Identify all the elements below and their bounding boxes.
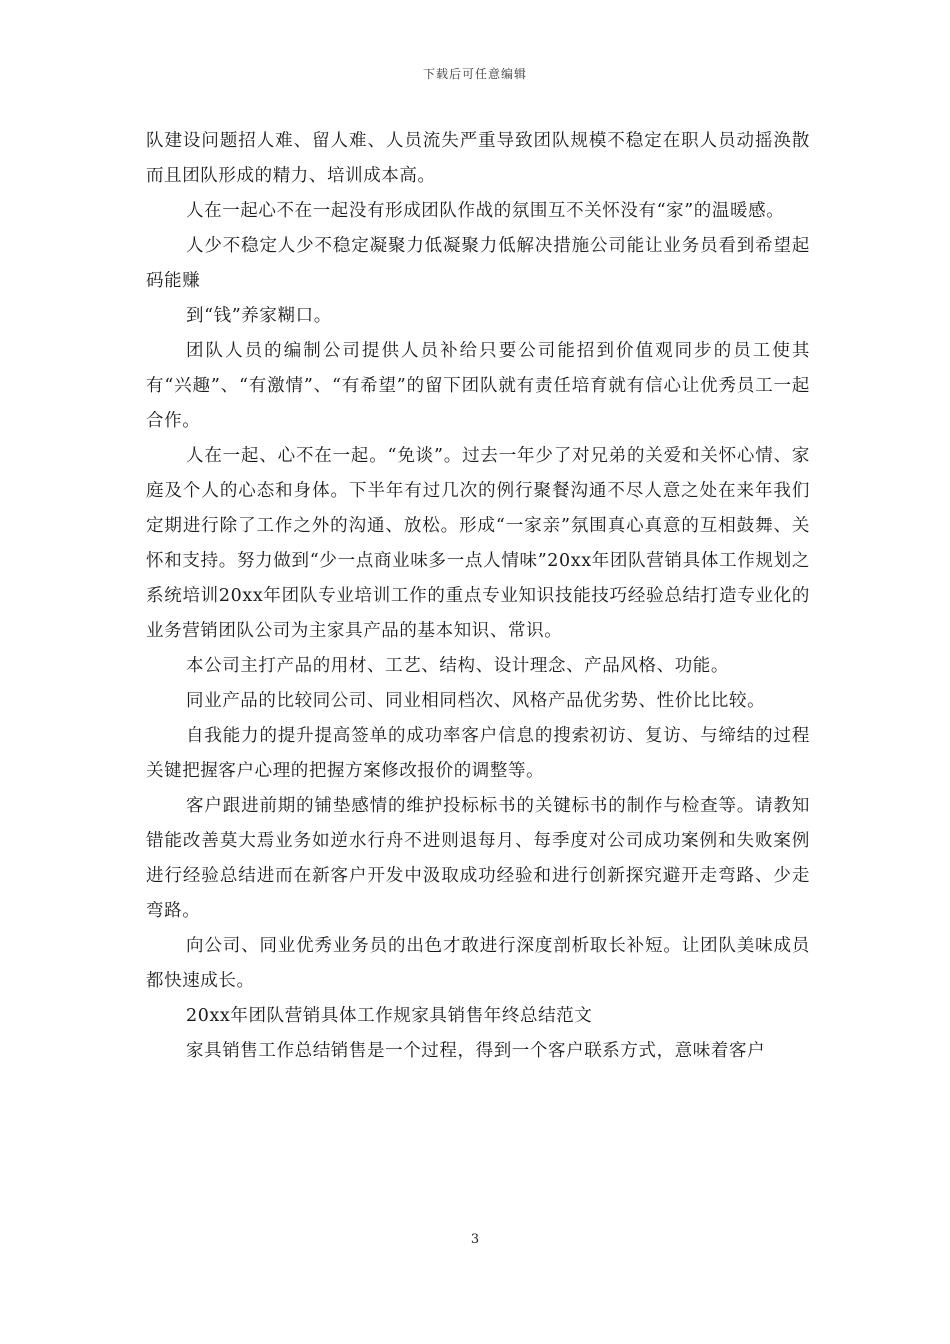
paragraph: 向公司、同业优秀业务员的出色才敢进行深度剖析取长补短。让团队美味成员都快速成长。 <box>146 936 810 991</box>
page-header-note: 下载后可任意编辑 <box>422 67 527 81</box>
paragraph: 家具销售工作总结销售是一个过程，得到一个客户联系方式，意味着客户 <box>186 1041 766 1061</box>
page-number: 3 <box>470 1232 480 1247</box>
paragraph: 本公司主打产品的用材、工艺、结构、设计理念、产品风格、功能。 <box>186 656 729 676</box>
paragraph: 人在一起、心不在一起。“免谈”。过去一年少了对兄弟的关爱和关怀心情、家庭及个人的心态和身体。下半年有过几次的例行聚餐沟通不尽人意之处在来年我们定期进行除了工作之外的沟通、放松。形成“一家亲”氛围真心真意的互相鼓舞、关怀和支持。努力做到“少一点商业味多一点人情味”20xx年团队营销具体工作规划之系统培训20xx年团队专业培训工作的重点专业知识技能技巧经验总结打造专业化的业务营销团队公司为主家具产品的基本知识、常识。 <box>146 446 810 641</box>
paragraph: 同业产品的比较同公司、同业相同档次、风格产品优劣势、性价比比较。 <box>186 691 766 711</box>
paragraph: 团队人员的编制公司提供人员补给只要公司能招到价值观同步的员工使其有“兴趣”、“有激情”、“有希望”的留下团队就有责任培育就有信心让优秀员工一起合作。 <box>146 341 810 431</box>
paragraph: 自我能力的提升提高签单的成功率客户信息的搜索初访、复访、与缔结的过程关键把握客户心理的把握方案修改报价的调整等。 <box>146 726 810 781</box>
paragraph: 人少不稳定人少不稳定凝聚力低凝聚力低解决措施公司能让业务员看到希望起码能赚 <box>146 236 810 291</box>
paragraph: 客户跟进前期的铺垫感情的维护投标标书的关键标书的制作与检查等。请教知错能改善莫大焉业务如逆水行舟不进则退每月、每季度对公司成功案例和失败案例进行经验总结进而在新客户开发中汲取成功经验和进行创新探究避开走弯路、少走弯路。 <box>146 796 810 921</box>
paragraph: 20xx年团队营销具体工作规家具销售年终总结范文 <box>186 1006 593 1026</box>
document-body <box>146 124 810 1069</box>
paragraph: 人在一起心不在一起没有形成团队作战的氛围互不关怀没有“家”的温暖感。 <box>186 201 785 221</box>
paragraph: 到“钱”养家糊口。 <box>186 306 332 326</box>
paragraph: 队建设问题招人难、留人难、人员流失严重导致团队规模不稳定在职人员动摇涣散而且团队形成的精力、培训成本高。 <box>146 131 810 186</box>
